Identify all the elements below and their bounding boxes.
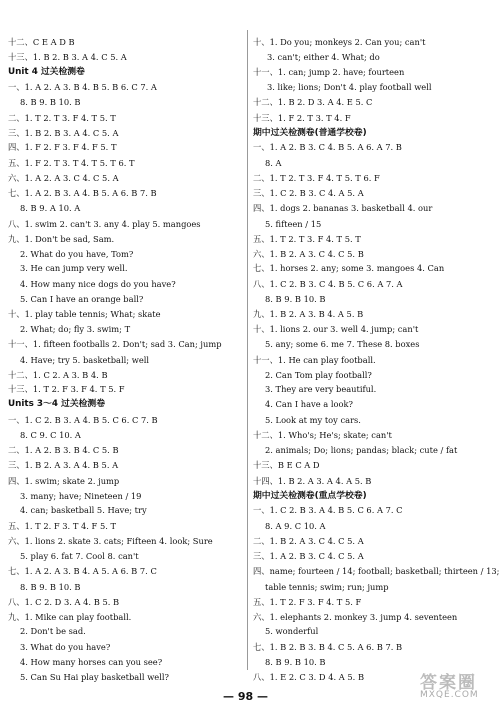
answer-line: 8. A [265, 158, 282, 168]
answer-line: 8. B 9. B 10. B [20, 582, 81, 592]
answer-line: 十二、1. Who's; He's; skate; can't [253, 430, 392, 440]
answer-line: 3. They are very beautiful. [265, 384, 377, 394]
answer-line: 十二、1. B 2. D 3. A 4. E 5. C [253, 97, 373, 107]
answer-line: 2. What; do; fly 3. swim; T [20, 324, 131, 334]
answer-line: 三、1. B 2. A 3. A 4. B 5. A [8, 460, 119, 470]
answer-line: table tennis; swim; run; jump [265, 582, 389, 592]
answer-line: 8. B 9. A 10. A [20, 203, 81, 213]
answer-line: 3. like; lions; Don't 4. play football well [267, 82, 432, 92]
watermark-logo [418, 668, 498, 702]
answer-line: 四、1. F 2. F 3. F 4. F 5. T [8, 142, 117, 152]
answer-line: 十、1. lions 2. our 3. well 4. jump; can't [253, 324, 419, 334]
answer-line: 三、1. A 2. B 3. C 4. C 5. A [253, 551, 364, 561]
answer-line: 八、1. E 2. C 3. D 4. A 5. B [253, 672, 365, 682]
answer-line: 五、1. F 2. T 3. T 4. T 5. T 6. T [8, 158, 135, 168]
answer-line: 一、1. C 2. B 3. A 4. B 5. C 6. A 7. C [253, 505, 403, 515]
answer-line: 十一、1. fifteen footballs 2. Don't; sad 3. Can; jump [8, 339, 222, 349]
watermark-glyphs: 答案圈 [420, 673, 477, 693]
answer-line: 五、1. T 2. T 3. F 4. T 5. T [253, 234, 361, 244]
answer-line: 4. can; basketball 5. Have; try [20, 505, 147, 515]
answer-line: 九、1. B 2. A 3. B 4. A 5. B [253, 309, 364, 319]
answer-line: 十三、1. F 2. T 3. T 4. F [253, 113, 351, 123]
answer-line: 5. Can Su Hai play basketball well? [20, 672, 169, 682]
section-heading: Units 3～4 过关检测卷 [8, 399, 106, 409]
answer-line: 十三、1. T 2. F 3. F 4. T 5. F [8, 384, 125, 394]
answer-line: 2. animals; Do; lions; pandas; black; cute / fat [265, 445, 458, 455]
section-heading: 期中过关检测卷(普通学校卷) [253, 128, 367, 138]
answer-line: 4. How many nice dogs do you have? [20, 279, 176, 289]
answer-line: 十三、1. B 2. B 3. A 4. C 5. A [8, 52, 127, 62]
answer-line: 5. wonderful [265, 626, 319, 636]
answer-line: 六、1. A 2. A 3. C 4. C 5. A [8, 173, 119, 183]
answer-line: 九、1. Don't be sad, Sam. [8, 234, 115, 244]
answer-line: 8. C 9. C 10. A [20, 430, 81, 440]
answer-line: 四、1. swim; skate 2. jump [8, 476, 120, 486]
section-heading: 期中过关检测卷(重点学校卷) [253, 491, 367, 501]
section-heading: Unit 4 过关检测卷 [8, 67, 85, 77]
answer-line: 十二、1. C 2. A 3. B 4. B [8, 370, 108, 380]
answer-line: 3. many; have; Nineteen / 19 [20, 491, 142, 501]
answer-line: 8. B 9. B 10. B [265, 657, 326, 667]
answer-line: 七、1. A 2. B 3. A 4. B 5. A 6. B 7. B [8, 188, 157, 198]
answer-line: 七、1. B 2. B 3. B 4. C 5. A 6. B 7. B [253, 642, 403, 652]
answer-line: 十三、B E C A D [253, 460, 320, 470]
answer-line: 三、1. C 2. B 3. C 4. A 5. A [253, 188, 364, 198]
answer-line: 三、1. B 2. B 3. A 4. C 5. A [8, 128, 119, 138]
answer-line: 5. Can I have an orange ball? [20, 294, 144, 304]
answer-line: 3. can't; either 4. What; do [267, 52, 380, 62]
answer-line: 九、1. Mike can play football. [8, 612, 132, 622]
answer-line: 二、1. A 2. B 3. B 4. C 5. B [8, 445, 119, 455]
watermark-text: MXQE.COM [420, 690, 479, 700]
answer-line: 八、1. swim 2. can't 3. any 4. play 5. mangoes [8, 219, 201, 229]
answer-line: 2. What do you have, Tom? [20, 249, 134, 259]
answer-line: 4. Can I have a look? [265, 399, 353, 409]
answer-line: 一、1. A 2. A 3. B 4. B 5. B 6. C 7. A [8, 82, 157, 92]
answer-line: 5. play 6. fat 7. Cool 8. can't [20, 551, 139, 561]
column-divider [247, 30, 248, 670]
answer-line: 六、1. lions 2. skate 3. cats; Fifteen 4. look; Sure [8, 536, 213, 546]
answer-line: 七、1. A 2. A 3. B 4. A 5. A 6. B 7. C [8, 566, 157, 576]
answer-line: 十、1. play table tennis; What; skate [8, 309, 161, 319]
answer-line: 3. What do you have? [20, 642, 111, 652]
answer-line: 3. He can jump very well. [20, 263, 128, 273]
answer-line: 十一、1. can; jump 2. have; fourteen [253, 67, 405, 77]
answer-line: 8. B 9. B 10. B [265, 294, 326, 304]
answer-line: 二、1. B 2. A 3. C 4. C 5. A [253, 536, 364, 546]
answer-line: 十二、C E A D B [8, 37, 75, 47]
answer-line: 五、1. T 2. F 3. F 4. T 5. F [253, 597, 362, 607]
answer-line: 4. How many horses can you see? [20, 657, 163, 667]
answer-line: 二、1. T 2. T 3. F 4. T 5. T [8, 113, 116, 123]
answer-line: 二、1. T 2. T 3. F 4. T 5. T 6. F [253, 173, 380, 183]
answer-line: 8. B 9. B 10. B [20, 97, 81, 107]
answer-line: 四、1. dogs 2. bananas 3. basketball 4. our [253, 203, 433, 213]
answer-line: 五、1. T 2. F 3. T 4. F 5. T [8, 521, 117, 531]
answer-line: 4. Have; try 5. basketball; well [20, 355, 150, 365]
answer-line: 八、1. C 2. B 3. C 4. B 5. C 6. A 7. A [253, 279, 403, 289]
answer-line: 2. Can Tom play football? [265, 370, 372, 380]
answer-line: 5. fifteen / 15 [265, 219, 322, 229]
answer-line: 一、1. A 2. B 3. C 4. B 5. A 6. A 7. B [253, 142, 402, 152]
answer-line: 十、1. Do you; monkeys 2. Can you; can't [253, 37, 426, 47]
answer-line: 六、1. elephants 2. monkey 3. jump 4. seventeen [253, 612, 458, 622]
answer-line: 5. Look at my toy cars. [265, 415, 361, 425]
answer-line: 8. A 9. C 10. A [265, 521, 326, 531]
answer-line: 七、1. horses 2. any; some 3. mangoes 4. Can [253, 263, 445, 273]
page-number: — 98 — [223, 690, 268, 703]
answer-line: 一、1. C 2. B 3. A 4. B 5. C 6. C 7. B [8, 415, 158, 425]
answer-line: 四、name; fourteen / 14; football; basketball; thirteen / 13; [253, 566, 500, 576]
answer-line: 六、1. B 2. A 3. C 4. C 5. B [253, 249, 364, 259]
answer-line: 十一、1. He can play football. [253, 355, 376, 365]
answer-line: 2. Don't be sad. [20, 626, 86, 636]
answer-line: 十四、1. B 2. A 3. A 4. A 5. B [253, 476, 372, 486]
answer-line: 八、1. C 2. D 3. A 4. B 5. B [8, 597, 120, 607]
answer-line: 5. any; some 6. me 7. These 8. boxes [265, 339, 420, 349]
